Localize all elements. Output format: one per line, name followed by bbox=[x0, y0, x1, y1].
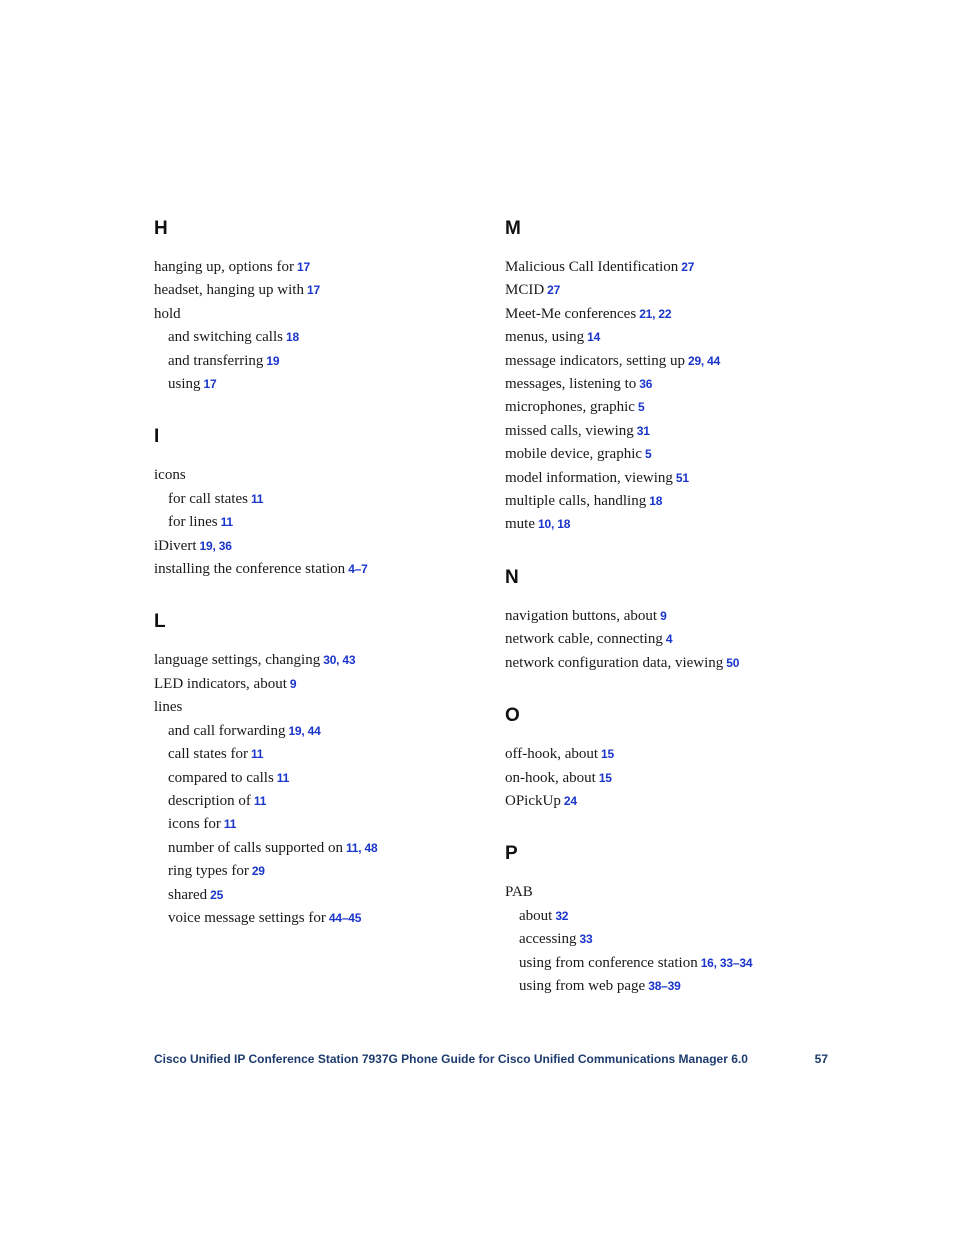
index-subentry bbox=[154, 326, 484, 349]
entry-text: about bbox=[519, 907, 553, 924]
entry-text: for call states bbox=[168, 490, 248, 507]
entry-text: messages, listening to bbox=[505, 376, 637, 393]
page-link[interactable]: 19 bbox=[266, 353, 280, 368]
entry-text: network configuration data, viewing bbox=[505, 654, 724, 671]
entry-text: hanging up, options for bbox=[154, 259, 294, 275]
page-link[interactable]: 5 bbox=[637, 400, 645, 415]
index-subentry bbox=[505, 975, 835, 998]
index-column-left bbox=[154, 214, 484, 956]
page-link[interactable]: 32 bbox=[555, 908, 569, 923]
index-subentry bbox=[154, 767, 484, 790]
page-link[interactable]: 11, 48 bbox=[345, 840, 378, 855]
entry-text: installing the conference station bbox=[154, 561, 346, 578]
page-link[interactable]: 9 bbox=[289, 676, 297, 691]
entry-text: Malicious Call Identification bbox=[505, 259, 679, 275]
entry-text: off-hook, about bbox=[505, 746, 599, 763]
page-link[interactable]: 27 bbox=[547, 283, 561, 298]
section-letter: I bbox=[154, 426, 160, 448]
page-link[interactable]: 31 bbox=[636, 423, 650, 438]
index-entry bbox=[154, 649, 484, 672]
page-footer bbox=[154, 1052, 828, 1066]
index-subentry bbox=[154, 837, 484, 860]
page-link[interactable]: 51 bbox=[675, 470, 689, 485]
page-link[interactable]: 4 bbox=[665, 632, 673, 647]
page-link[interactable]: 4–7 bbox=[348, 562, 368, 577]
index-entry bbox=[154, 535, 484, 558]
page-link[interactable]: 27 bbox=[681, 260, 695, 274]
entry-text: and transferring bbox=[168, 352, 264, 369]
index-section bbox=[154, 422, 484, 581]
entry-text: lines bbox=[154, 699, 183, 716]
page-link[interactable]: 14 bbox=[587, 330, 601, 345]
page-link[interactable]: 11 bbox=[250, 747, 264, 762]
entry-text: call states for bbox=[168, 746, 248, 763]
index-subentry bbox=[154, 350, 484, 373]
entry-text: description of bbox=[168, 792, 251, 809]
index-section bbox=[505, 563, 835, 675]
entry-text: voice message settings for bbox=[168, 909, 326, 926]
index-entry bbox=[505, 790, 835, 813]
entry-text: mute bbox=[505, 516, 535, 533]
page-link[interactable]: 25 bbox=[210, 887, 224, 902]
index-entry bbox=[505, 396, 835, 419]
index-section bbox=[505, 701, 835, 813]
page-link[interactable]: 10, 18 bbox=[538, 517, 571, 532]
index-entry bbox=[505, 767, 835, 790]
index-entry bbox=[505, 373, 835, 396]
entry-text: headset, hanging up with bbox=[154, 282, 304, 299]
index-subentry bbox=[154, 720, 484, 743]
index-entry bbox=[505, 628, 835, 651]
entry-text: navigation buttons, about bbox=[505, 607, 658, 624]
page-link[interactable]: 18 bbox=[649, 494, 663, 509]
page-link[interactable]: 11 bbox=[250, 491, 264, 506]
index-entry bbox=[154, 696, 484, 719]
index-entry bbox=[505, 350, 835, 373]
index-entry bbox=[505, 420, 835, 443]
section-letter: M bbox=[505, 218, 521, 239]
page-link[interactable]: 15 bbox=[601, 747, 614, 762]
entry-text: number of calls supported on bbox=[168, 839, 343, 856]
index-entry bbox=[505, 490, 835, 513]
page-link[interactable]: 19, 44 bbox=[288, 723, 321, 738]
entry-text: Meet-Me conferences bbox=[505, 305, 637, 322]
index-entry bbox=[154, 279, 484, 302]
section-letter: P bbox=[505, 843, 518, 865]
entry-text: icons bbox=[154, 467, 186, 484]
index-entry bbox=[505, 743, 835, 766]
index-entry bbox=[505, 605, 835, 628]
index-column-right bbox=[505, 214, 835, 1024]
index-subentry bbox=[154, 907, 484, 930]
page-link[interactable]: 17 bbox=[297, 260, 310, 274]
index-subentry bbox=[154, 790, 484, 813]
entry-text: multiple calls, handling bbox=[505, 493, 647, 510]
page-link[interactable]: 29, 44 bbox=[687, 353, 721, 368]
entry-text: LED indicators, about bbox=[154, 675, 287, 692]
page-link[interactable]: 5 bbox=[645, 447, 652, 462]
entry-text: compared to calls bbox=[168, 769, 274, 786]
page-link[interactable]: 11 bbox=[223, 817, 237, 832]
entry-text: accessing bbox=[519, 931, 577, 948]
index-section bbox=[505, 839, 835, 998]
index-entry bbox=[505, 881, 835, 904]
section-letter: O bbox=[505, 705, 520, 727]
page-link[interactable]: 11 bbox=[276, 770, 290, 785]
index-entry bbox=[154, 256, 484, 279]
entry-text: on-hook, about bbox=[505, 769, 596, 786]
entry-text: iDivert bbox=[154, 537, 197, 554]
index-subentry bbox=[154, 373, 484, 396]
index-entry bbox=[154, 464, 484, 487]
page-link[interactable]: 17 bbox=[306, 283, 320, 298]
entry-text: using from conference station bbox=[519, 954, 698, 971]
page-link[interactable]: 44–45 bbox=[328, 910, 362, 925]
entry-text: icons for bbox=[168, 816, 221, 833]
page-link[interactable]: 11 bbox=[253, 793, 267, 808]
page-link[interactable]: 21, 22 bbox=[639, 306, 672, 321]
entry-text: and switching calls bbox=[168, 329, 283, 346]
index-entry bbox=[154, 673, 484, 696]
index-section bbox=[154, 214, 484, 396]
entry-text: microphones, graphic bbox=[505, 399, 635, 416]
index-section bbox=[505, 214, 835, 537]
section-letter: N bbox=[505, 566, 519, 588]
page-link[interactable]: 30, 43 bbox=[323, 653, 356, 668]
entry-text: ring types for bbox=[168, 863, 249, 880]
page-link[interactable]: 33 bbox=[579, 932, 593, 947]
entry-text: mobile device, graphic bbox=[505, 446, 643, 463]
page-link[interactable]: 16, 33–34 bbox=[700, 955, 753, 970]
index-entry bbox=[505, 279, 835, 302]
entry-text: using from web page bbox=[519, 977, 646, 994]
entry-text: OPickUp bbox=[505, 792, 561, 809]
index-subentry bbox=[154, 813, 484, 836]
index-subentry bbox=[505, 928, 835, 951]
footer-title: Cisco Unified IP Conference Station 7937G Phone Guide for Cisco Unified Communications Manager 6.0 bbox=[154, 1052, 748, 1066]
entry-text: missed calls, viewing bbox=[505, 422, 634, 439]
index-entry bbox=[154, 558, 484, 581]
entry-text: PAB bbox=[505, 884, 533, 901]
section-letter: H bbox=[154, 218, 168, 239]
entry-text: shared bbox=[168, 886, 208, 903]
page-number: 57 bbox=[814, 1052, 828, 1066]
page-link[interactable]: 18 bbox=[285, 330, 299, 345]
entry-text: menus, using bbox=[505, 329, 585, 346]
entry-text: message indicators, setting up bbox=[505, 352, 685, 369]
page-link[interactable]: 29 bbox=[251, 864, 265, 879]
entry-text: and call forwarding bbox=[168, 722, 286, 739]
index-entry bbox=[505, 467, 835, 490]
page-link[interactable]: 9 bbox=[660, 608, 667, 623]
index-entry bbox=[154, 303, 484, 326]
index-entry bbox=[505, 256, 835, 279]
page-link[interactable]: 19, 36 bbox=[199, 538, 232, 553]
index-subentry bbox=[154, 511, 484, 534]
page-link[interactable]: 15 bbox=[598, 770, 612, 785]
entry-text: using bbox=[168, 376, 201, 393]
index-entry bbox=[505, 513, 835, 536]
entry-text: language settings, changing bbox=[154, 652, 321, 669]
section-letter: L bbox=[154, 611, 166, 633]
page-link[interactable]: 17 bbox=[203, 377, 217, 392]
index-section bbox=[154, 607, 484, 930]
index-subentry bbox=[505, 952, 835, 975]
page-link[interactable]: 11 bbox=[220, 515, 233, 530]
page-link[interactable]: 38–39 bbox=[648, 978, 681, 993]
page-link[interactable]: 50 bbox=[726, 655, 740, 670]
index-entry bbox=[505, 303, 835, 326]
index-entry bbox=[505, 443, 835, 466]
entry-text: model information, viewing bbox=[505, 469, 673, 486]
index-subentry bbox=[154, 860, 484, 883]
entry-text: MCID bbox=[505, 282, 545, 299]
index-subentry bbox=[154, 488, 484, 511]
page-link[interactable]: 24 bbox=[563, 793, 577, 808]
entry-text: hold bbox=[154, 305, 181, 322]
page-link[interactable]: 36 bbox=[639, 377, 653, 392]
index-subentry bbox=[154, 884, 484, 907]
entry-text: network cable, connecting bbox=[505, 631, 663, 648]
index-subentry bbox=[154, 743, 484, 766]
index-subentry bbox=[505, 905, 835, 928]
entry-text: for lines bbox=[168, 514, 218, 531]
index-entry bbox=[505, 326, 835, 349]
index-entry bbox=[505, 652, 835, 675]
